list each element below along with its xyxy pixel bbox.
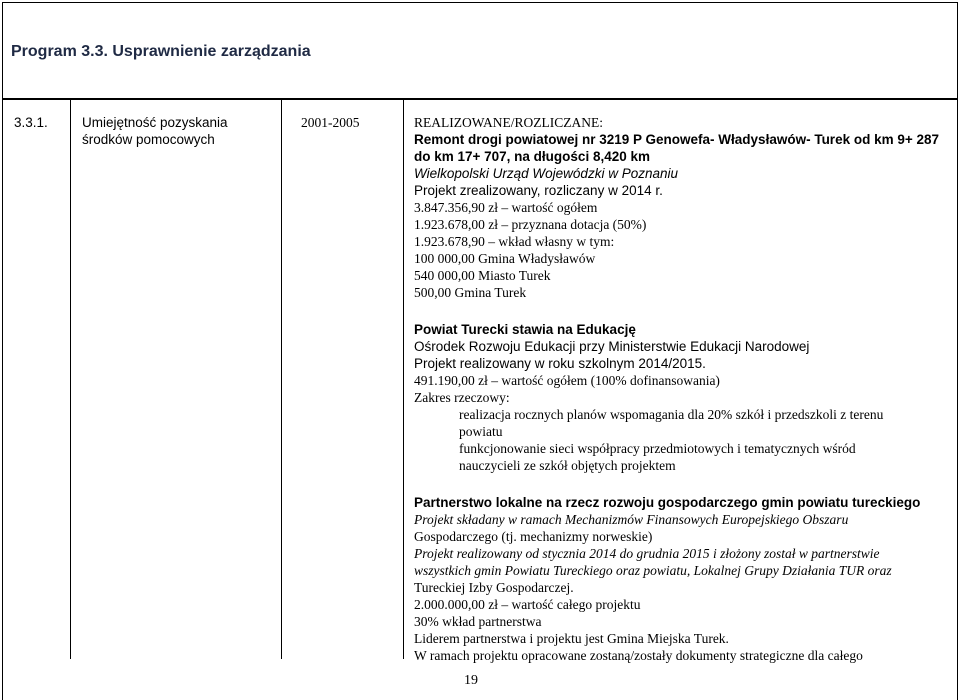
section3-line7: 30% wkład partnerstwa — [414, 614, 542, 629]
section2-item2-line2: nauczycieli ze szkół objętych projektem — [459, 458, 676, 473]
program-title: Program 3.3. Usprawnienie zarządzania — [11, 43, 311, 60]
objective-line2: środków pomocowych — [82, 132, 215, 147]
section1-contrib2: 540 000,00 Miasto Turek — [414, 268, 551, 283]
program-header — [2, 2, 958, 99]
column-divider — [70, 99, 71, 659]
section2-item2-line1: funkcjonowanie sieci współpracy przedmiotowych i tematycznych wśród — [459, 441, 856, 456]
column-divider — [403, 99, 404, 659]
section2-total: 491.190,00 zł – wartość ogółem (100% dofinansowania) — [414, 373, 720, 388]
section1-title-line2: do km 17+ 707, na długości 8,420 km — [414, 149, 650, 164]
section1-total: 3.847.356,90 zł – wartość ogółem — [414, 200, 598, 215]
section3-line9: W ramach projektu opracowane zostaną/zostały dokumenty strategiczne dla całego — [414, 648, 863, 663]
section2-title: Powiat Turecki stawia na Edukację — [414, 322, 636, 337]
section1-contrib1: 100 000,00 Gmina Władysławów — [414, 251, 596, 266]
section1-heading: REALIZOWANE/ROZLICZANE: — [414, 115, 603, 130]
section3-line4: wszystkich gmin Powiatu Tureckiego oraz powiatu, Lokalnej Grupy Działania TUR oraz — [414, 563, 892, 578]
section3-title: Partnerstwo lokalne na rzecz rozwoju gospodarczego gmin powiatu tureckiego — [414, 495, 921, 510]
section1-contrib3: 500,00 Gmina Turek — [414, 285, 527, 300]
section2-funder: Ośrodek Rozwoju Edukacji przy Ministerstwie Edukacji Narodowej — [414, 339, 810, 354]
section3-line1: Projekt składany w ramach Mechanizmów Finansowych Europejskiego Obszaru — [414, 512, 849, 527]
section2-status: Projekt realizowany w roku szkolnym 2014/2015. — [414, 356, 706, 371]
objective-line1: Umiejętność pozyskania — [82, 115, 228, 130]
section3-line8: Liderem partnerstwa i projektu jest Gmina Miejska Turek. — [414, 631, 729, 646]
section1-funder: Wielkopolski Urząd Wojewódzki w Poznaniu — [414, 166, 678, 181]
section2-item1-line2: powiatu — [459, 424, 503, 439]
column-divider — [281, 99, 282, 659]
section1-grant: 1.923.678,00 zł – przyznana dotacja (50%) — [414, 217, 647, 232]
section1-own-contribution: 1.923.678,90 – wkład własny w tym: — [414, 234, 615, 249]
page-number: 19 — [464, 673, 478, 688]
section2-scope: Zakres rzeczowy: — [414, 390, 510, 405]
section1-status: Projekt zrealizowany, rozliczany w 2014 r. — [414, 183, 663, 198]
section3-line6: 2.000.000,00 zł – wartość całego projektu — [414, 597, 641, 612]
section3-line3: Projekt realizowany od stycznia 2014 do grudnia 2015 i złożony został w partnerstwie — [414, 546, 880, 561]
section2-item1-line1: realizacja rocznych planów wspomagania dla 20% szkół i przedszkoli z terenu — [459, 407, 884, 422]
period: 2001-2005 — [301, 115, 360, 130]
row-number: 3.3.1. — [14, 115, 48, 130]
section1-title-line1: Remont drogi powiatowej nr 3219 P Genowefa- Władysławów- Turek od km 9+ 287 — [414, 132, 940, 147]
section3-line2: Gospodarczego (tj. mechanizmy norweskie) — [414, 529, 653, 544]
section3-line5: Tureckiej Izby Gospodarczej. — [414, 580, 574, 595]
